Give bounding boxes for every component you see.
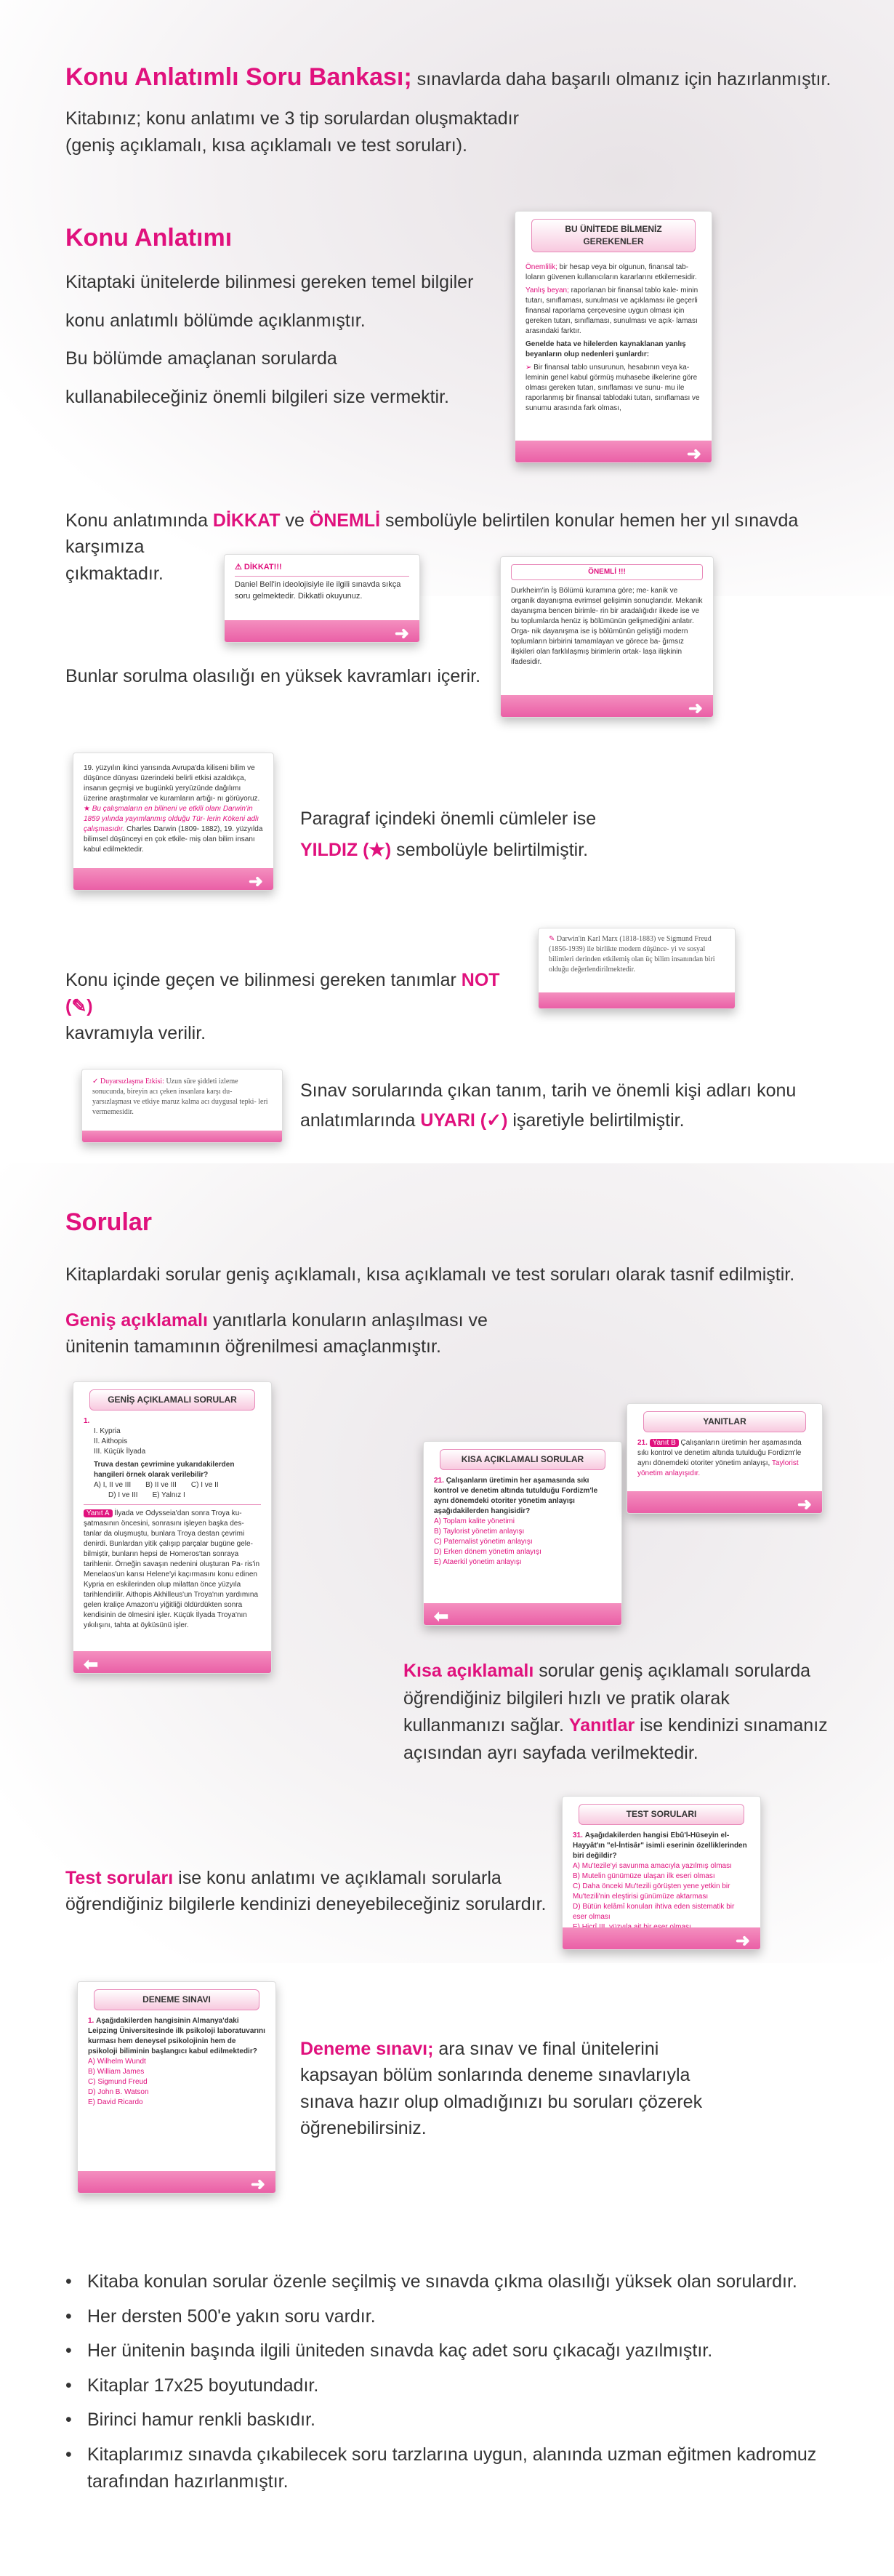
- option: D) John B. Watson: [88, 2087, 149, 2096]
- list-bullet-icon: ➢: [525, 363, 534, 372]
- card-header: KISA AÇIKLAMALI SORULAR: [440, 1449, 605, 1470]
- list-item: • Kitaplar 17x25 boyutundadır.: [65, 2372, 850, 2400]
- card-footer: [515, 441, 712, 462]
- card-bilmeniz-gerekenler: [515, 211, 712, 463]
- yildiz-keyword: YILDIZ (★): [300, 839, 392, 860]
- prev-arrow-icon: ⬅: [434, 1607, 449, 1626]
- onemli-keyword: ÖNEMLİ: [309, 510, 381, 531]
- not-keyword: NOT (✎): [65, 970, 500, 1017]
- card-footer: [501, 695, 713, 717]
- answer-badge: Yanıt B: [650, 1439, 679, 1447]
- card-footer: [627, 1491, 822, 1513]
- next-arrow-icon: ➜: [797, 1495, 812, 1514]
- intro-line3: (geniş açıklamalı, kısa açıklamalı ve test soruları).: [65, 135, 467, 156]
- kisa-text: Kısa açıklamalı sorular geniş açıklamalı sorularda öğrendiğiniz bilgileri hızlı ve pratik olarak kullanmanızı sağlar. Yanıtlar ise kendinizi sınamanız açısından ayrı sayfada verilmektedir.: [403, 1661, 828, 1763]
- option: D) Erken dönem yönetim anlayışı: [434, 1547, 541, 1556]
- konu-line: Bu bölümde amaçlanan sorularda: [65, 348, 337, 369]
- highlighted-sentence: Bu çalışmaların en bilineni ve etkili olanı Darwin'in 1859 yılında yayımlanmış olduğu Tür- lerin Kökeni adlı çalışmasıdır.: [84, 805, 259, 833]
- card-yildiz: 19. yüzyılın ikinci yarısında Avrupa'da kiliseni bilim ve düşünce dünyası üzerindeki belirli etkisi azaldıkça, insanın geçmişi ve bugünkü yeryüzünde dağılımı üzerine araştırmalar ve kuramların artığı- nı görüyoruz. ★ Bu çalışmaların en bilineni ve etkili olanı Darwin'in 1859 yılında yayımlanmış olduğu Tür- lerin Kökeni adlı çalışmasıdır. Charles Darwin (1809- 1882), 19. yüzyılda bilimsel düşünceyi en çok etkile- miş olan bilim insanı kabul edilmektedir. ➜: [73, 753, 274, 891]
- term-label: Önemlilik;: [525, 262, 557, 271]
- card-footer: [424, 1603, 621, 1625]
- option: D) I ve III: [108, 1490, 138, 1499]
- roman-item: III. Küçük İlyada: [94, 1447, 146, 1456]
- option: C) Sigmund Freud: [88, 2077, 148, 2086]
- option: A) Toplam kalite yönetimi: [434, 1517, 515, 1525]
- next-arrow-icon: ➜: [250, 2175, 265, 2194]
- option: E) David Ricardo: [88, 2098, 143, 2106]
- card-header: ÖNEMLİ !!!: [511, 564, 703, 580]
- deneme-text: Deneme sınavı; ara sınav ve final ünitelerini kapsayan bölüm sonlarında deneme sınavlarıyla sınava hazır olup olmadığınızı bu soruları çözerek öğrenebilirsiniz.: [300, 2039, 703, 2138]
- next-arrow-icon: ➜: [248, 872, 263, 891]
- genis-keyword: Geniş açıklamalı: [65, 1310, 208, 1331]
- question-text: Aşağıdakilerden hangisinin Almanya'daki Leipzing Üniversitesinde ilk psikoloji laboratuvarını kurması hem deneysel psikolojinin hem de psikoloji biliminin başlangıcı kabul edilmektedir?: [88, 2016, 265, 2055]
- konu-line: konu anlatımlı bölümde açıklanmıştır.: [65, 310, 366, 331]
- list-item: • Birinci hamur renkli baskıdır.: [65, 2407, 850, 2434]
- konu-line: Kitaptaki ünitelerde bilinmesi gereken temel bilgiler: [65, 272, 474, 292]
- card-header: GENİŞ AÇIKLAMALI SORULAR: [89, 1389, 255, 1411]
- next-arrow-icon: ➜: [394, 624, 409, 643]
- card-footer: [563, 1927, 760, 1949]
- sorular-heading: Sorular: [65, 1208, 153, 1236]
- feature-list: [65, 2268, 850, 2503]
- term-text: bir hesap veya bir olgunun, finansal tab- loların güvenen kullanıcıların kararlarını etkilemesidir.: [525, 262, 697, 281]
- konu-heading: Konu Anlatımı: [65, 224, 233, 252]
- card-not: ✎ Darwin'in Karl Marx (1818-1883) ve Sigmund Freud (1856-1939) ile birlikte modern düşünce- yi ve sosyal bilimleri derinden etkilemiş olan üç bilim insanından biri olduğu değerlendirilmektedir.: [538, 928, 736, 1009]
- term-label: Duyarsızlaşma Etkisi:: [100, 1078, 164, 1086]
- option: C) Paternalist yönetim anlayışı: [434, 1537, 533, 1546]
- card-onemli: [500, 556, 714, 718]
- term-text: raporlanan bir finansal tablo kale- minin tutarı, sınıflaması, sunulması ve açıklaması ile geçerli finansal raporlama çerçevesine uygun olması için gereken tutarı, sınıflaması, sunulması ve açık- laması arasındaki farktır.: [525, 286, 698, 335]
- option: A) I, II ve III: [94, 1480, 132, 1489]
- next-arrow-icon: ➜: [735, 1931, 750, 1950]
- warning-icon: ⚠: [235, 563, 244, 571]
- term-label: Yanlış beyan;: [525, 286, 569, 294]
- not-text: Konu içinde geçen ve bilinmesi gereken tanımlar NOT (✎) kavramıyla verilir.: [65, 970, 500, 1043]
- card-header: BU ÜNİTEDE BİLMENİZ GEREKENLER: [531, 219, 696, 252]
- sorular-line1: Kitaplardaki sorular geniş açıklamalı, kısa açıklamalı ve test soruları olarak tasnif edilmiştir.: [65, 1264, 795, 1285]
- list-item: • Her ünitenin başında ilgili üniteden sınavda kaç adet soru çıkacağı yazılmıştır.: [65, 2338, 850, 2365]
- star-icon: ★: [84, 805, 90, 813]
- intro-block: [65, 60, 850, 159]
- option: B) William James: [88, 2067, 145, 2076]
- card-deneme-sinavi: DENEME SINAVI 1. Aşağıdakilerden hangisinin Almanya'daki Leipzing Üniversitesinde ilk psikoloji laboratuvarını kurması hem deneysel psikolojinin hem de psikoloji biliminin başlangıcı kabul edilmektedir? A) Wilhelm Wundt B) William James C) Sigmund Freud D) John B. Watson E) David Ricardo ➜: [77, 1981, 276, 2194]
- card-dikkat: [224, 554, 420, 643]
- option: C) Daha önceki Mu'tezili görüşten yene yetkin bir Mu'tezili'nin eleştirisi günümüze aktarması: [573, 1882, 730, 1901]
- uyari-text: Sınav sorularında çıkan tanım, tarih ve önemli kişi adları konu anlatımlarında UYARI (✓) işaretiyle belirtilmiştir.: [300, 1080, 797, 1131]
- card-footer: [539, 992, 735, 1008]
- card-uyari: ✓ Duyarsızlaşma Etkisi: Uzun süre şiddeti izleme sonucunda, bireyin acı çeken insanlara karşı du- yarsızlaşması ve etkiye maruz kalma acı duygusal tepki- leri vermemesidir.: [81, 1069, 283, 1143]
- option: B) Mutelin günümüze ulaşan ilk eseri olması: [573, 1871, 715, 1880]
- answer-badge: Yanıt A: [84, 1509, 113, 1517]
- card-yanitlar: YANITLAR 21. Yanıt B Çalışanların üretimin her aşamasında sıkı kontrol ve denetim altında tutulduğu Fordizm'le aynı dönemdeki otoriter yönetim anlayışı, Taylorist yönetim anlayışıdır. ➜: [627, 1403, 823, 1514]
- roman-item: II. Aithopis: [94, 1437, 128, 1445]
- list-item: • Kitaplarımız sınavda çıkabilecek soru tarzlarına uygun, alanında uzman eğitmen kadromuz tarafından hazırlanmıştır.: [65, 2441, 850, 2496]
- yildiz-text: Paragraf içindeki önemli cümleler ise YILDIZ (★) sembolüyle belirtilmiştir.: [300, 808, 597, 860]
- yanitlar-keyword: Yanıtlar: [568, 1715, 635, 1736]
- option: E) Yalnız I: [152, 1490, 185, 1499]
- test-keyword: Test soruları: [65, 1868, 174, 1888]
- intro-line2: Kitabınız; konu anlatımı ve 3 tip sorulardan oluşmaktadır: [65, 108, 519, 129]
- intro-title: Konu Anlatımlı Soru Bankası;: [65, 63, 412, 91]
- roman-item: I. Kypria: [94, 1427, 121, 1435]
- card-header: DİKKAT!!!: [243, 563, 282, 571]
- kavram-line: Bunlar sorulma olasılığı en yüksek kavramları içerir.: [65, 666, 481, 686]
- konu-text: [65, 263, 502, 416]
- next-arrow-icon: ➜: [686, 444, 701, 463]
- question-text: Aşağıdakilerden hangisi Ebû'l-Hüseyin el-Hayyât'ın "el-İntisâr" isimli eserinin özelliklerinden biri değildir?: [573, 1831, 747, 1860]
- next-arrow-icon: ➜: [688, 699, 703, 718]
- card-genis-aciklamali: GENİŞ AÇIKLAMALI SORULAR 1. I. Kypria II. Aithopis III. Küçük İlyada Truva destan çevrimine yukarıdakilerden hangileri örnek olarak verilebilir? A) I, II ve III B) II ve III C) I ve II D) I ve III E) Yalnız I Yanıt A İlyada ve Odysseia'dan sonra Troya ku- şatmasının öncesini, sonrasını işleyen başka des- tanlar da oluşmuştu, bunlara Troya destan çevrimi denirdi. Bunlardan yitik çalışıp parçalar bugüne gele- bilmiştir, bunların hepsi de Homeros'tan sonraya tarihlenir. Örneğin savaşın nedenini oluşturan Pa- ris'in Menelaos'un karısı Helene'yi kaçırmasını konu edinen Kypria en eskilerinden olup milattan önce yüzyıla tarihlendirilir. Aithopis Akhilleus'un Troya'nın yardımına gelen kraliçe Amazon'u yiğitliği öldürdükten sonra kendisinin de ölmesini işler. Küçük İlyada Troya'nın yıkılışını, tahta at öyküsünü işler. ⬅: [73, 1381, 272, 1674]
- not-pencil-icon: ✎: [549, 935, 557, 943]
- list-item: • Her dersten 500'e yakın soru vardır.: [65, 2303, 850, 2331]
- test-text: Test soruları ise konu anlatımı ve açıklamalı sorularla öğrendiğiniz bilgilerle kendinizi deneyebileceğiniz sorulardır.: [65, 1868, 547, 1915]
- card-footer: [73, 1651, 271, 1673]
- card-text: Daniel Bell'in ideolojisiyle ile ilgili sınavda sıkça soru gelmektedir. Dikkatli okuyunuz.: [235, 580, 401, 601]
- card-header: DENEME SINAVI: [94, 1989, 259, 2010]
- option: A) Mu'tezile'yi savunma amacıyla yazılmış olması: [573, 1861, 732, 1870]
- option: E) Ataerkil yönetim anlayışı: [434, 1557, 522, 1566]
- prev-arrow-icon: ⬅: [84, 1655, 99, 1674]
- answer-text: İlyada ve Odysseia'dan sonra Troya ku- şatmasının öncesini, sonrasını işleyen başka des- tanlar da oluşmuştu, bunlara Troya destan çevrimi denirdi. Bunlardan yitik çalışıp parçalar bugüne gele- bilmiştir, bunların hepsi de Homeros'tan sonraya tarihlenir. Örneğin savaşın nedenini oluşturan Pa- ris'in Menelaos'un karısı Helene'yi kaçırmasını konu edinen Kypria en eskilerinden olup milattan önce yüzyıla tarihlendirilir. Aithopis Akhilleus'un Troya'nın yardımına gelen kraliçe Amazon'u yiğitliği öldürdükten sonra kendisinin de ölmesini işler. Küçük İlyada Troya'nın yıkılışını, tahta at öyküsünü işler.: [84, 1509, 260, 1629]
- konu-line: kullanabileceğiniz önemli bilgileri size vermektir.: [65, 386, 450, 407]
- card-text: Durkheim'in İş Bölümü kuramına göre; me- kanik ve organik dayanışma evrimsel gelişimin sonuçlarıdır. Mekanik dayanışma bencen birimle- rin bir aradalığıdır ilkede ise ve bu toplumlarda henüz iş bölümünün gelişmediğini anlatır. Orga- nik dayanışma ise iş bölümünün geliştiği modern toplumların birbirini tamamlayan ve görece ba- ğımsız ilişkileri olan farklılaşmış birimlerin ortak- laşa ilişkinin ifadesidir.: [511, 587, 703, 666]
- card-footer: [73, 868, 273, 890]
- card-test-sorulari: TEST SORULARI 31. Aşağıdakilerden hangisi Ebû'l-Hüseyin el-Hayyât'ın "el-İntisâr" isimli eserinin özelliklerinden biri değildir? A) Mu'tezile'yi savunma amacıyla yazılmış olması B) Mutelin günümüze ulaşan ilk eseri olması C) Daha önceki Mu'tezili görüşten yene yetkin bir Mu'tezili'nin eleştirisi günümüze aktarması D) Bütün kelâmî konuları ihtiva eden sistematik bir eser olması ➜: [562, 1796, 761, 1950]
- card-kisa-aciklamali: KISA AÇIKLAMALI SORULAR 21. Çalışanların üretimin her aşamasında sıkı kontrol ve denetim altında tutulduğu Fordizm'le aynı dönemdeki otoriter yönetim anlayışı aşağıdakilerden hangisidir? A) Toplam kalite yönetimi B) Taylorist yönetim anlayışı C) Paternalist yönetim anlayışı D) Erken dönem yönetim anlayışı E) Ataerkil yönetim anlayışı ⬅: [423, 1441, 622, 1626]
- option: A) Wilhelm Wundt: [88, 2057, 146, 2066]
- deneme-keyword: Deneme sınavı;: [300, 2039, 434, 2059]
- option: D) Bütün kelâmî konuları ihtiva eden sistematik bir eser olması: [573, 1902, 735, 1921]
- check-icon: ✓: [92, 1078, 100, 1086]
- card-footer: [82, 1131, 282, 1142]
- genis-text: Geniş açıklamalı yanıtlarla konuların anlaşılması ve ünitenin tamamının öğrenilmesi amaçlanmıştır.: [65, 1310, 488, 1357]
- card-bold-text: Genelde hata ve hilelerden kaynaklanan yanlış beyanların olup nedenleri şunlardır:: [525, 340, 686, 358]
- card-header: YANITLAR: [643, 1411, 806, 1432]
- question-text: Truva destan çevrimine yukarıdakilerden hangileri örnek olarak verilebilir?: [94, 1460, 235, 1479]
- option: C) I ve II: [190, 1480, 219, 1489]
- option: B) II ve III: [145, 1480, 177, 1489]
- question-text: Çalışanların üretimin her aşamasında sıkı kontrol ve denetim altında tutulduğu Fordizm'le aynı dönemdeki otoriter yönetim anlayışı aşağıdakilerden hangisidir?: [434, 1476, 598, 1515]
- dikkat-text: Konu anlatımında DİKKAT ve ÖNEMLİ sembolüyle belirtilen konular hemen her yıl sınavda karşımıza çıkmaktadır.: [65, 510, 799, 584]
- dikkat-keyword: DİKKAT: [212, 510, 281, 531]
- card-footer: [225, 620, 419, 642]
- card-footer: [78, 2171, 275, 2193]
- kisa-keyword: Kısa açıklamalı: [403, 1661, 534, 1681]
- intro-title-rest: sınavlarda daha başarılı olmanız için hazırlanmıştır.: [411, 69, 831, 89]
- card-list-text: Bir finansal tablo unsurunun, hesabının veya ka- leminin genel kabul görmüş muhasebe ilkelerine göre olması gereken tutarı, sınıflaması ve sunu- mu ile raporlanmış bir finansal tablodaki tutarı, sınıflaması ve sunumu arasında fark olması,: [525, 363, 700, 412]
- uyari-keyword: UYARI (✓): [420, 1110, 508, 1131]
- list-item: • Kitaba konulan sorular özenle seçilmiş ve sınavda çıkma olasılığı yüksek olan sorulardır.: [65, 2268, 850, 2296]
- card-header: TEST SORULARI: [579, 1804, 744, 1825]
- option: B) Taylorist yönetim anlayışı: [434, 1527, 525, 1536]
- answer-text: Çalışanların üretimin her aşamasında sıkı kontrol ve denetim altında tutulduğu Fordizm'le aynı dönemdeki otoriter yönetim anlayışı,: [637, 1438, 802, 1467]
